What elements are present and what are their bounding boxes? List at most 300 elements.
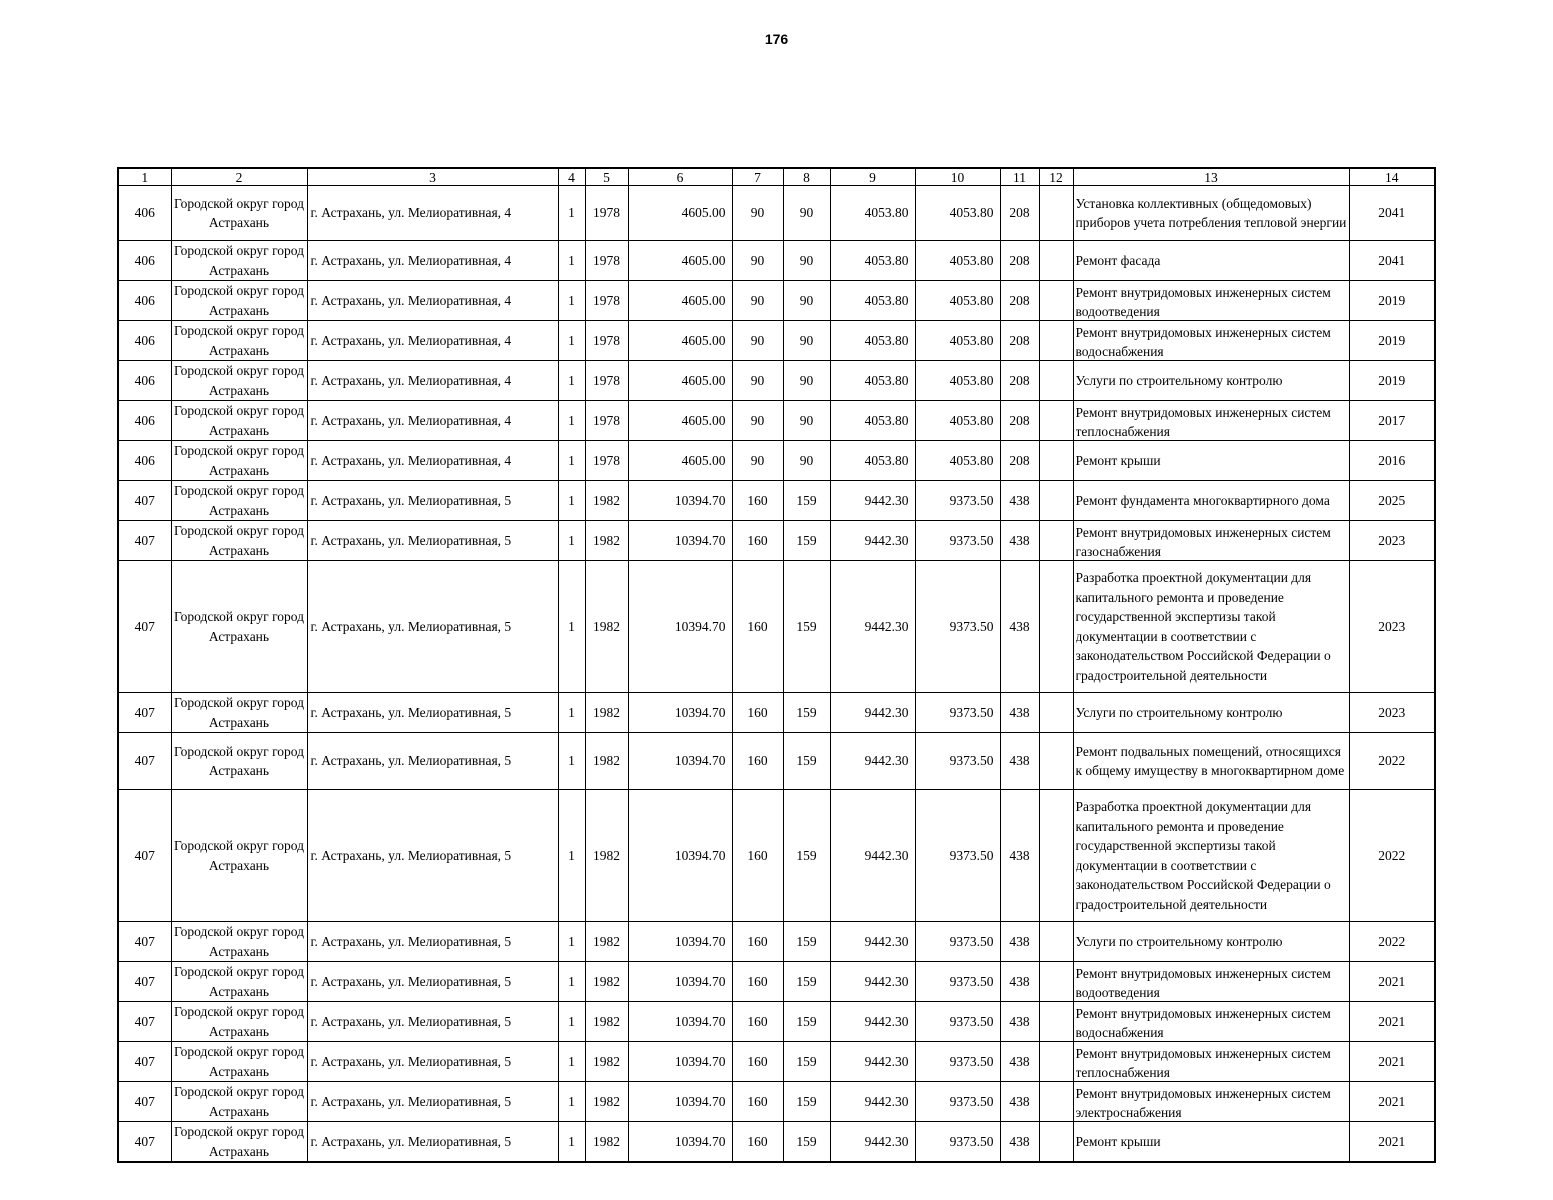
table-row xyxy=(118,1002,1435,1042)
year-cell: 1982 xyxy=(585,733,628,790)
column-4-cell: 1 xyxy=(558,693,585,733)
address-cell: г. Астрахань, ул. Мелиоративная, 5 xyxy=(307,1002,558,1042)
municipality-cell: Городской округ город Астрахань xyxy=(171,401,307,441)
work-type-cell xyxy=(1073,922,1349,962)
column-9-cell: 4053.80 xyxy=(830,401,915,441)
municipality-cell: Городской округ город Астрахань xyxy=(171,733,307,790)
column-4-cell: 1 xyxy=(558,561,585,693)
row-number-cell: 406 xyxy=(118,361,171,401)
column-4-cell: 1 xyxy=(558,321,585,361)
year-cell: 1982 xyxy=(585,962,628,1002)
table-row xyxy=(118,321,1435,361)
column-8-cell: 159 xyxy=(783,922,830,962)
row-number-cell: 406 xyxy=(118,186,171,241)
planned-year-cell: 2021 xyxy=(1349,1002,1435,1042)
address-cell: г. Астрахань, ул. Мелиоративная, 4 xyxy=(307,401,558,441)
column-8-cell: 90 xyxy=(783,241,830,281)
row-number-cell: 406 xyxy=(118,241,171,281)
work-type-text: Ремонт внутридомовых инженерных систем газоснабжения xyxy=(1075,524,1331,559)
year-cell: 1978 xyxy=(585,241,628,281)
column-7-cell: 90 xyxy=(732,401,783,441)
column-6-cell: 10394.70 xyxy=(628,481,732,521)
column-header: 11 xyxy=(1000,168,1039,186)
column-7-cell: 160 xyxy=(732,521,783,561)
work-type-cell xyxy=(1073,481,1349,521)
column-12-cell xyxy=(1039,401,1073,441)
column-9-cell: 4053.80 xyxy=(830,241,915,281)
address-cell: г. Астрахань, ул. Мелиоративная, 5 xyxy=(307,922,558,962)
column-header: 8 xyxy=(783,168,830,186)
address-cell: г. Астрахань, ул. Мелиоративная, 5 xyxy=(307,790,558,922)
header-row xyxy=(118,168,1435,186)
column-8-cell: 90 xyxy=(783,321,830,361)
column-4-cell: 1 xyxy=(558,922,585,962)
column-12-cell xyxy=(1039,1042,1073,1082)
column-10-cell: 9373.50 xyxy=(915,1122,1000,1163)
work-type-cell xyxy=(1073,441,1349,481)
column-7-cell: 160 xyxy=(732,561,783,693)
column-12-cell xyxy=(1039,481,1073,521)
municipality-cell: Городской округ город Астрахань xyxy=(171,441,307,481)
year-cell: 1978 xyxy=(585,321,628,361)
column-header: 6 xyxy=(628,168,732,186)
year-cell: 1982 xyxy=(585,693,628,733)
year-cell: 1982 xyxy=(585,561,628,693)
page-number: 176 xyxy=(764,31,789,47)
row-number-cell: 407 xyxy=(118,561,171,693)
planned-year-cell: 2022 xyxy=(1349,922,1435,962)
municipality-cell: Городской округ город Астрахань xyxy=(171,361,307,401)
year-cell: 1982 xyxy=(585,1122,628,1163)
work-type-text: Услуги по строительному контролю xyxy=(1075,372,1283,388)
row-number-cell: 407 xyxy=(118,733,171,790)
column-9-cell: 4053.80 xyxy=(830,361,915,401)
column-11-cell: 438 xyxy=(1000,962,1039,1002)
column-12-cell xyxy=(1039,186,1073,241)
column-6-cell: 10394.70 xyxy=(628,1002,732,1042)
work-type-text: Ремонт внутридомовых инженерных систем водоотведения xyxy=(1075,284,1331,319)
planned-year-cell: 2017 xyxy=(1349,401,1435,441)
column-4-cell: 1 xyxy=(558,441,585,481)
column-12-cell xyxy=(1039,321,1073,361)
address-cell: г. Астрахань, ул. Мелиоративная, 5 xyxy=(307,693,558,733)
column-11-cell: 438 xyxy=(1000,521,1039,561)
column-8-cell: 159 xyxy=(783,1082,830,1122)
column-6-cell: 4605.00 xyxy=(628,361,732,401)
year-cell: 1982 xyxy=(585,922,628,962)
column-6-cell: 4605.00 xyxy=(628,441,732,481)
column-11-cell: 208 xyxy=(1000,321,1039,361)
table-row xyxy=(118,790,1435,922)
municipality-cell: Городской округ город Астрахань xyxy=(171,186,307,241)
column-header: 10 xyxy=(915,168,1000,186)
table-row xyxy=(118,561,1435,693)
column-6-cell: 10394.70 xyxy=(628,1082,732,1122)
work-type-cell xyxy=(1073,962,1349,1002)
column-7-cell: 160 xyxy=(732,481,783,521)
column-8-cell: 159 xyxy=(783,481,830,521)
column-8-cell: 159 xyxy=(783,561,830,693)
planned-year-cell: 2021 xyxy=(1349,962,1435,1002)
work-type-text: Ремонт фасада xyxy=(1075,252,1161,268)
address-cell: г. Астрахань, ул. Мелиоративная, 5 xyxy=(307,561,558,693)
table-row xyxy=(118,441,1435,481)
year-cell: 1978 xyxy=(585,361,628,401)
address-cell: г. Астрахань, ул. Мелиоративная, 5 xyxy=(307,733,558,790)
work-type-text: Ремонт фундамента многоквартирного дома xyxy=(1075,492,1330,508)
table-row xyxy=(118,241,1435,281)
column-9-cell: 4053.80 xyxy=(830,321,915,361)
column-11-cell: 438 xyxy=(1000,693,1039,733)
column-7-cell: 90 xyxy=(732,321,783,361)
column-11-cell: 208 xyxy=(1000,401,1039,441)
column-12-cell xyxy=(1039,561,1073,693)
year-cell: 1982 xyxy=(585,790,628,922)
column-8-cell: 90 xyxy=(783,361,830,401)
column-4-cell: 1 xyxy=(558,401,585,441)
column-11-cell: 208 xyxy=(1000,241,1039,281)
column-10-cell: 4053.80 xyxy=(915,401,1000,441)
planned-year-cell: 2019 xyxy=(1349,281,1435,321)
column-9-cell: 9442.30 xyxy=(830,790,915,922)
address-cell: г. Астрахань, ул. Мелиоративная, 4 xyxy=(307,321,558,361)
row-number-cell: 407 xyxy=(118,922,171,962)
municipality-cell: Городской округ город Астрахань xyxy=(171,790,307,922)
row-number-cell: 406 xyxy=(118,281,171,321)
column-8-cell: 159 xyxy=(783,693,830,733)
planned-year-cell: 2023 xyxy=(1349,693,1435,733)
year-cell: 1982 xyxy=(585,481,628,521)
planned-year-cell: 2021 xyxy=(1349,1122,1435,1163)
column-8-cell: 90 xyxy=(783,441,830,481)
row-number-cell: 407 xyxy=(118,790,171,922)
column-10-cell: 9373.50 xyxy=(915,1042,1000,1082)
planned-year-cell: 2022 xyxy=(1349,733,1435,790)
address-cell: г. Астрахань, ул. Мелиоративная, 5 xyxy=(307,521,558,561)
column-10-cell: 9373.50 xyxy=(915,733,1000,790)
column-7-cell: 90 xyxy=(732,186,783,241)
column-7-cell: 160 xyxy=(732,1042,783,1082)
table-row xyxy=(118,401,1435,441)
column-7-cell: 160 xyxy=(732,733,783,790)
column-9-cell: 4053.80 xyxy=(830,281,915,321)
municipality-cell: Городской округ город Астрахань xyxy=(171,241,307,281)
column-10-cell: 4053.80 xyxy=(915,281,1000,321)
column-11-cell: 438 xyxy=(1000,1002,1039,1042)
work-type-text: Ремонт внутридомовых инженерных систем теплоснабжения xyxy=(1075,1045,1331,1080)
work-type-cell xyxy=(1073,281,1349,321)
column-7-cell: 160 xyxy=(732,790,783,922)
column-11-cell: 438 xyxy=(1000,1082,1039,1122)
work-type-cell xyxy=(1073,693,1349,733)
row-number-cell: 407 xyxy=(118,1122,171,1163)
column-9-cell: 9442.30 xyxy=(830,521,915,561)
column-8-cell: 90 xyxy=(783,401,830,441)
column-10-cell: 9373.50 xyxy=(915,521,1000,561)
column-12-cell xyxy=(1039,962,1073,1002)
work-type-cell xyxy=(1073,401,1349,441)
column-10-cell: 4053.80 xyxy=(915,186,1000,241)
column-header: 4 xyxy=(558,168,585,186)
column-11-cell: 438 xyxy=(1000,1042,1039,1082)
row-number-cell: 407 xyxy=(118,1002,171,1042)
column-4-cell: 1 xyxy=(558,1122,585,1163)
address-cell: г. Астрахань, ул. Мелиоративная, 4 xyxy=(307,186,558,241)
column-11-cell: 438 xyxy=(1000,1122,1039,1163)
column-12-cell xyxy=(1039,790,1073,922)
column-12-cell xyxy=(1039,281,1073,321)
column-7-cell: 90 xyxy=(732,441,783,481)
column-4-cell: 1 xyxy=(558,733,585,790)
column-12-cell xyxy=(1039,1082,1073,1122)
planned-year-cell: 2022 xyxy=(1349,790,1435,922)
planned-year-cell: 2023 xyxy=(1349,521,1435,561)
column-9-cell: 4053.80 xyxy=(830,441,915,481)
column-6-cell: 4605.00 xyxy=(628,241,732,281)
column-6-cell: 10394.70 xyxy=(628,733,732,790)
work-type-cell xyxy=(1073,561,1349,693)
table-row xyxy=(118,962,1435,1002)
address-cell: г. Астрахань, ул. Мелиоративная, 4 xyxy=(307,281,558,321)
address-cell: г. Астрахань, ул. Мелиоративная, 5 xyxy=(307,962,558,1002)
column-header: 5 xyxy=(585,168,628,186)
column-10-cell: 9373.50 xyxy=(915,1082,1000,1122)
table-row xyxy=(118,1082,1435,1122)
column-6-cell: 4605.00 xyxy=(628,186,732,241)
column-9-cell: 9442.30 xyxy=(830,1042,915,1082)
column-8-cell: 159 xyxy=(783,790,830,922)
municipality-cell: Городской округ город Астрахань xyxy=(171,962,307,1002)
address-cell: г. Астрахань, ул. Мелиоративная, 4 xyxy=(307,241,558,281)
work-type-text: Услуги по строительному контролю xyxy=(1075,704,1283,720)
column-12-cell xyxy=(1039,1002,1073,1042)
column-12-cell xyxy=(1039,241,1073,281)
address-cell: г. Астрахань, ул. Мелиоративная, 5 xyxy=(307,1082,558,1122)
table-row xyxy=(118,361,1435,401)
work-type-cell xyxy=(1073,321,1349,361)
column-7-cell: 160 xyxy=(732,693,783,733)
column-8-cell: 90 xyxy=(783,281,830,321)
column-6-cell: 10394.70 xyxy=(628,962,732,1002)
column-7-cell: 160 xyxy=(732,1122,783,1163)
year-cell: 1978 xyxy=(585,441,628,481)
row-number-cell: 407 xyxy=(118,1042,171,1082)
work-type-cell xyxy=(1073,521,1349,561)
column-header: 3 xyxy=(307,168,558,186)
column-7-cell: 90 xyxy=(732,281,783,321)
column-9-cell: 9442.30 xyxy=(830,1002,915,1042)
column-6-cell: 10394.70 xyxy=(628,693,732,733)
address-cell: г. Астрахань, ул. Мелиоративная, 5 xyxy=(307,481,558,521)
column-header: 7 xyxy=(732,168,783,186)
column-8-cell: 90 xyxy=(783,186,830,241)
column-11-cell: 438 xyxy=(1000,561,1039,693)
work-type-cell xyxy=(1073,790,1349,922)
table-body xyxy=(118,186,1435,1163)
municipality-cell: Городской округ город Астрахань xyxy=(171,1002,307,1042)
municipality-cell: Городской округ город Астрахань xyxy=(171,521,307,561)
column-9-cell: 9442.30 xyxy=(830,481,915,521)
row-number-cell: 406 xyxy=(118,441,171,481)
municipality-cell: Городской округ город Астрахань xyxy=(171,321,307,361)
year-cell: 1982 xyxy=(585,1002,628,1042)
work-type-text: Ремонт внутридомовых инженерных систем водоснабжения xyxy=(1075,324,1331,359)
year-cell: 1978 xyxy=(585,281,628,321)
table-row xyxy=(118,481,1435,521)
column-4-cell: 1 xyxy=(558,1042,585,1082)
address-cell: г. Астрахань, ул. Мелиоративная, 5 xyxy=(307,1042,558,1082)
table-row xyxy=(118,281,1435,321)
column-9-cell: 9442.30 xyxy=(830,1122,915,1163)
column-11-cell: 438 xyxy=(1000,733,1039,790)
row-number-cell: 407 xyxy=(118,521,171,561)
column-7-cell: 160 xyxy=(732,922,783,962)
table-row xyxy=(118,693,1435,733)
work-type-text: Разработка проектной документации для капитального ремонта и проведение государственной экспертизы такой документации в соответствии с законодательством Российской Федерации о градостроительной деятельности xyxy=(1075,570,1331,683)
work-type-text: Установка коллективных (общедомовых) приборов учета потребления тепловой энергии xyxy=(1075,195,1347,230)
planned-year-cell: 2041 xyxy=(1349,241,1435,281)
municipality-cell: Городской округ город Астрахань xyxy=(171,561,307,693)
column-10-cell: 4053.80 xyxy=(915,241,1000,281)
column-7-cell: 90 xyxy=(732,241,783,281)
column-8-cell: 159 xyxy=(783,733,830,790)
municipality-cell: Городской округ город Астрахань xyxy=(171,1122,307,1163)
row-number-cell: 407 xyxy=(118,481,171,521)
column-9-cell: 9442.30 xyxy=(830,561,915,693)
row-number-cell: 406 xyxy=(118,321,171,361)
column-11-cell: 208 xyxy=(1000,281,1039,321)
column-4-cell: 1 xyxy=(558,481,585,521)
column-10-cell: 9373.50 xyxy=(915,790,1000,922)
municipality-cell: Городской округ город Астрахань xyxy=(171,693,307,733)
column-header: 14 xyxy=(1349,168,1435,186)
column-12-cell xyxy=(1039,733,1073,790)
column-11-cell: 438 xyxy=(1000,481,1039,521)
column-7-cell: 160 xyxy=(732,1002,783,1042)
column-7-cell: 160 xyxy=(732,962,783,1002)
column-11-cell: 208 xyxy=(1000,186,1039,241)
column-header: 2 xyxy=(171,168,307,186)
column-6-cell: 10394.70 xyxy=(628,790,732,922)
column-10-cell: 4053.80 xyxy=(915,361,1000,401)
column-8-cell: 159 xyxy=(783,1042,830,1082)
column-6-cell: 10394.70 xyxy=(628,521,732,561)
column-11-cell: 438 xyxy=(1000,922,1039,962)
column-7-cell: 160 xyxy=(732,1082,783,1122)
column-4-cell: 1 xyxy=(558,790,585,922)
column-12-cell xyxy=(1039,441,1073,481)
column-11-cell: 438 xyxy=(1000,790,1039,922)
table-row xyxy=(118,1042,1435,1082)
table-row xyxy=(118,521,1435,561)
column-6-cell: 10394.70 xyxy=(628,1122,732,1163)
column-4-cell: 1 xyxy=(558,281,585,321)
year-cell: 1978 xyxy=(585,186,628,241)
work-type-cell xyxy=(1073,733,1349,790)
column-12-cell xyxy=(1039,521,1073,561)
work-type-text: Ремонт крыши xyxy=(1075,1133,1161,1149)
work-type-text: Ремонт внутридомовых инженерных систем водоотведения xyxy=(1075,965,1331,1000)
address-cell: г. Астрахань, ул. Мелиоративная, 5 xyxy=(307,1122,558,1163)
work-type-cell xyxy=(1073,241,1349,281)
planned-year-cell: 2021 xyxy=(1349,1082,1435,1122)
address-cell: г. Астрахань, ул. Мелиоративная, 4 xyxy=(307,361,558,401)
planned-year-cell: 2025 xyxy=(1349,481,1435,521)
column-6-cell: 10394.70 xyxy=(628,561,732,693)
column-8-cell: 159 xyxy=(783,962,830,1002)
planned-year-cell: 2019 xyxy=(1349,321,1435,361)
year-cell: 1978 xyxy=(585,401,628,441)
table-row xyxy=(118,1122,1435,1163)
work-type-cell xyxy=(1073,186,1349,241)
column-10-cell: 9373.50 xyxy=(915,1002,1000,1042)
planned-year-cell: 2041 xyxy=(1349,186,1435,241)
work-type-text: Разработка проектной документации для капитального ремонта и проведение государственной экспертизы такой документации в соответствии с законодательством Российской Федерации о градостроительной деятельности xyxy=(1075,799,1331,912)
column-6-cell: 4605.00 xyxy=(628,321,732,361)
column-10-cell: 9373.50 xyxy=(915,693,1000,733)
table-row xyxy=(118,733,1435,790)
column-9-cell: 4053.80 xyxy=(830,186,915,241)
column-6-cell: 10394.70 xyxy=(628,922,732,962)
column-6-cell: 10394.70 xyxy=(628,1042,732,1082)
work-type-text: Ремонт внутридомовых инженерных систем теплоснабжения xyxy=(1075,404,1331,439)
work-type-text: Ремонт внутридомовых инженерных систем водоснабжения xyxy=(1075,1005,1331,1040)
column-8-cell: 159 xyxy=(783,1122,830,1163)
column-header: 12 xyxy=(1039,168,1073,186)
work-type-cell xyxy=(1073,1082,1349,1122)
table-row xyxy=(118,186,1435,241)
work-type-text: Ремонт подвальных помещений, относящихся к общему имуществу в многоквартирном доме xyxy=(1075,743,1345,778)
municipality-cell: Городской округ город Астрахань xyxy=(171,281,307,321)
column-header: 1 xyxy=(118,168,171,186)
column-7-cell: 90 xyxy=(732,361,783,401)
column-9-cell: 9442.30 xyxy=(830,1082,915,1122)
address-cell: г. Астрахань, ул. Мелиоративная, 4 xyxy=(307,441,558,481)
year-cell: 1982 xyxy=(585,1042,628,1082)
municipality-cell: Городской округ город Астрахань xyxy=(171,481,307,521)
column-10-cell: 4053.80 xyxy=(915,441,1000,481)
column-4-cell: 1 xyxy=(558,521,585,561)
column-10-cell: 9373.50 xyxy=(915,922,1000,962)
column-8-cell: 159 xyxy=(783,1002,830,1042)
planned-year-cell: 2021 xyxy=(1349,1042,1435,1082)
row-number-cell: 406 xyxy=(118,401,171,441)
planned-year-cell: 2023 xyxy=(1349,561,1435,693)
work-type-text: Услуги по строительному контролю xyxy=(1075,933,1283,949)
column-10-cell: 9373.50 xyxy=(915,561,1000,693)
column-12-cell xyxy=(1039,922,1073,962)
column-4-cell: 1 xyxy=(558,186,585,241)
column-11-cell: 208 xyxy=(1000,441,1039,481)
column-9-cell: 9442.30 xyxy=(830,693,915,733)
column-header: 13 xyxy=(1073,168,1349,186)
column-6-cell: 4605.00 xyxy=(628,401,732,441)
column-4-cell: 1 xyxy=(558,241,585,281)
municipality-cell: Городской округ город Астрахань xyxy=(171,1042,307,1082)
planned-year-cell: 2016 xyxy=(1349,441,1435,481)
column-10-cell: 4053.80 xyxy=(915,321,1000,361)
column-4-cell: 1 xyxy=(558,1082,585,1122)
municipality-cell: Городской округ город Астрахань xyxy=(171,922,307,962)
table-row xyxy=(118,922,1435,962)
column-10-cell: 9373.50 xyxy=(915,481,1000,521)
column-header: 9 xyxy=(830,168,915,186)
work-type-cell xyxy=(1073,361,1349,401)
work-type-text: Ремонт внутридомовых инженерных систем электроснабжения xyxy=(1075,1085,1331,1120)
year-cell: 1982 xyxy=(585,1082,628,1122)
column-12-cell xyxy=(1039,361,1073,401)
year-cell: 1982 xyxy=(585,521,628,561)
